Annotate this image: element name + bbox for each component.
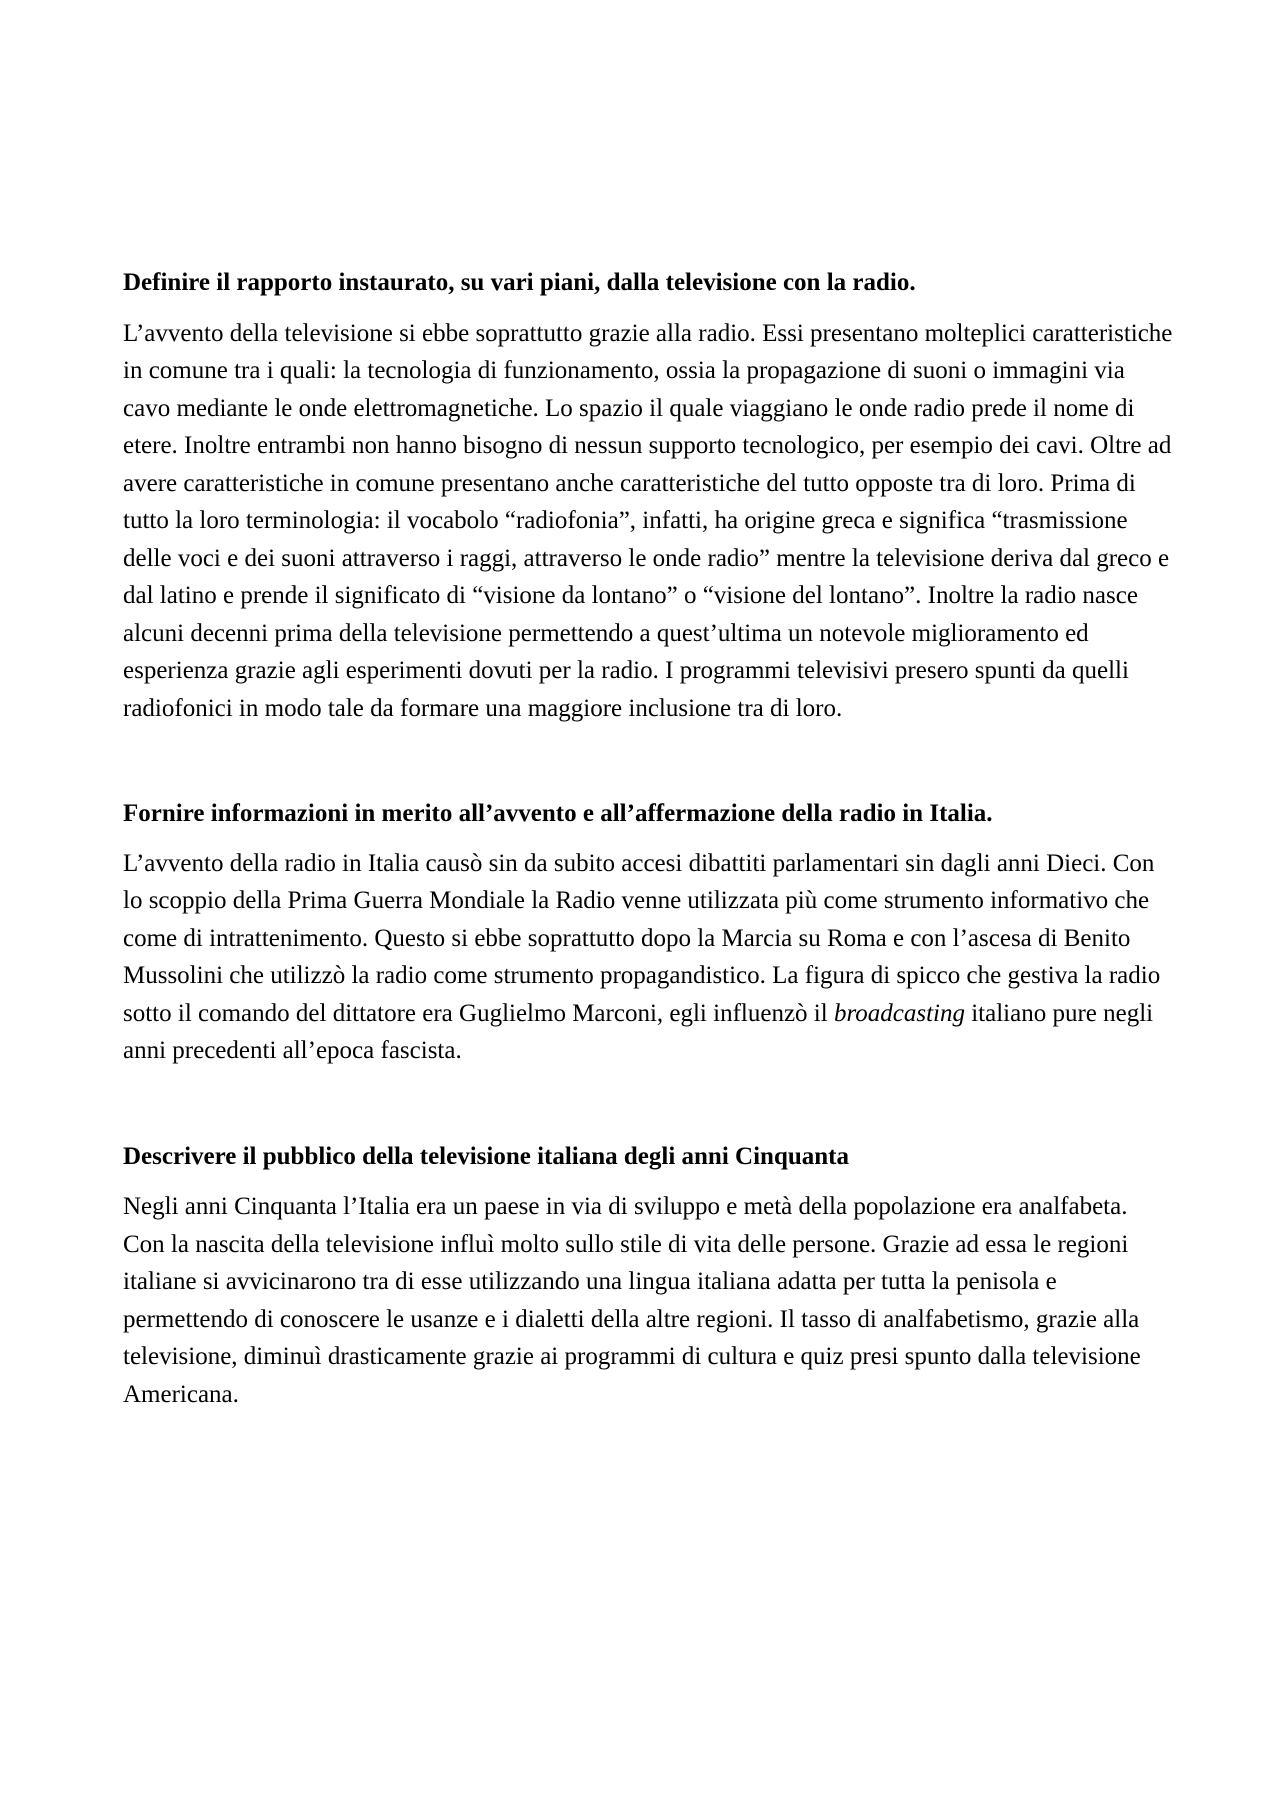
section-paragraph: L’avvento della televisione si ebbe soprattutto grazie alla radio. Essi presentano molteplici caratteristiche in comune tra i quali: la tecnologia di funzionamento, ossia la propagazione di suoni o immagini via cavo mediante le onde elettromagnetiche. Lo spazio il quale viaggiano le onde radio prede il nome di etere. Inoltre entrambi non hanno bisogno di nessun supporto tecnologico, per esempio dei cavi. Oltre ad avere caratteristiche in comune presentano anche caratteristiche del tutto opposte tra di loro. Prima di tutto la loro terminologia: il vocabolo “radiofonia”, infatti, ha origine greca e significa “trasmissione delle voci e dei suoni attraverso i raggi, attraverso le onde radio” mentre la televisione deriva dal greco e dal latino e prende il significato di “visione da lontano” o “visione del lontano”. Inoltre la radio nasce alcuni decenni prima della televisione permettendo a quest’ultima un notevole miglioramento ed esperienza grazie agli esperimenti dovuti per la radio. I programmi televisivi presero spunti da quelli radiofonici in modo tale da formare una maggiore inclusione tra di loro. <box>123 319 1173 722</box>
section-heading: Descrivere il pubblico della televisione italiana degli anni Cinquanta <box>123 1142 849 1170</box>
section-radio-in-italy <box>123 795 1173 1070</box>
paragraph-text: L’avvento della radio in Italia causò sin da subito accesi dibattiti parlamentari sin dagli anni Dieci. Con lo scoppio della Prima Guerra Mondiale la Radio venne utilizzata più come strumento informativo che come di intrattenimento. Questo si ebbe soprattutto dopo la Marcia su Roma e con l’ascesa di Benito Mussolini che utilizzò la radio come strumento propagandistico. La figura di spicco che gestiva la radio sotto il comando del dittatore era Guglielmo Marconi, egli influenzò il <box>123 849 1161 1027</box>
document-content <box>123 264 1173 1413</box>
italic-term: broadcasting <box>833 999 965 1027</box>
section-paragraph: Negli anni Cinquanta l’Italia era un paese in via di sviluppo e metà della popolazione era analfabeta. Con la nascita della televisione influì molto sullo stile di vita delle persone. Grazie ad essa le regioni italiane si avvicinarono tra di esse utilizzando una lingua italiana adatta per tutta la penisola e permettendo di conoscere le usanze e i dialetti della altre regioni. Il tasso di analfabetismo, grazie alla televisione, diminuì drasticamente grazie ai programmi di cultura e quiz presi spunto dalla televisione Americana. <box>123 1193 1141 1408</box>
section-heading: Definire il rapporto instaurato, su vari piani, dalla televisione con la radio. <box>123 269 916 296</box>
section-tv-audience-fifties <box>123 1138 1173 1414</box>
paragraph-text: italiano pure negli anni precedenti all’epoca fascista. <box>123 999 1154 1064</box>
section-heading: Fornire informazioni in merito all’avvento e all’affermazione della radio in Italia. <box>123 800 993 827</box>
section-tv-radio-relationship <box>123 264 1173 727</box>
section-paragraph <box>123 845 1173 1070</box>
